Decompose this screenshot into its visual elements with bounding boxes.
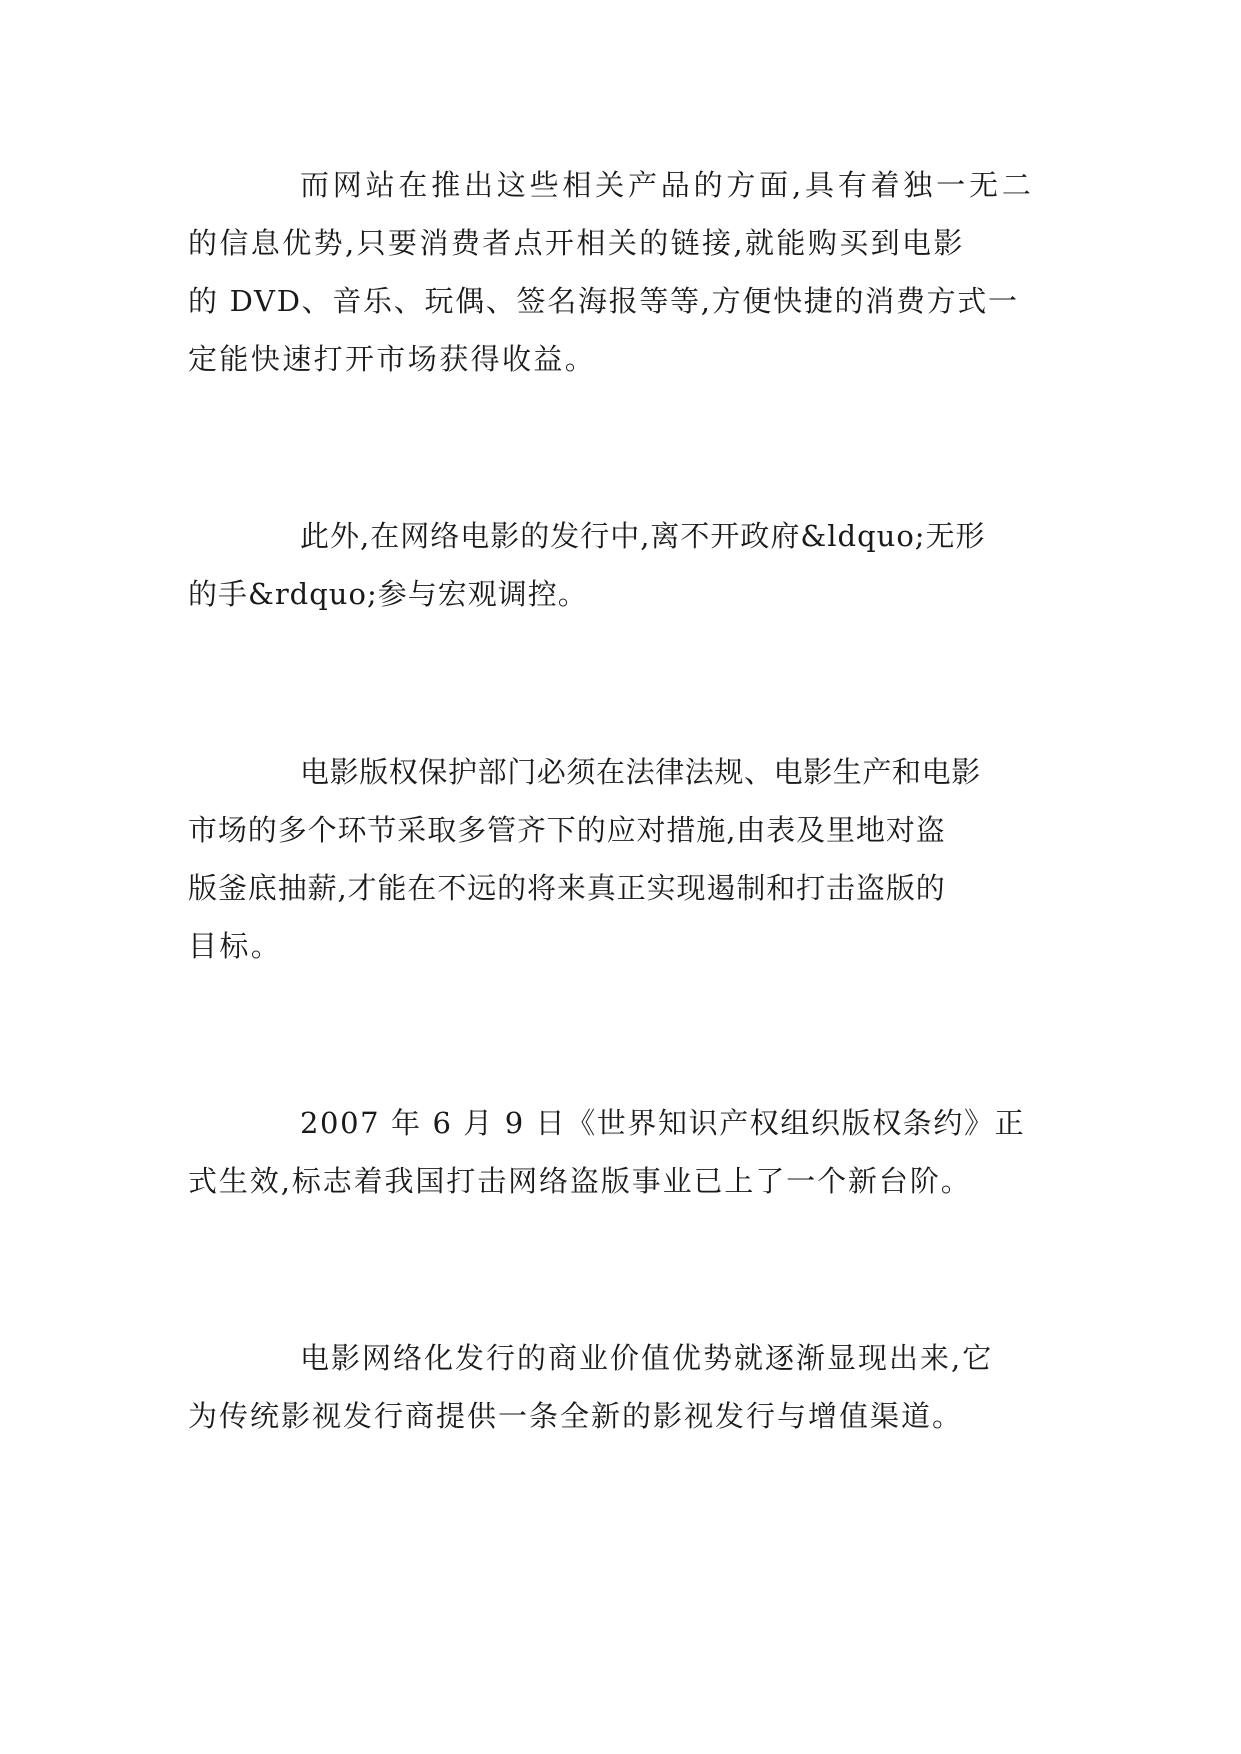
paragraph-line: 电影版权保护部门必须在法律法规、电影生产和电影 (300, 755, 981, 789)
paragraph-line: 电影网络化发行的商业价值优势就逐渐显现出来,它 (300, 1341, 994, 1375)
paragraph-line: 的手&rdquo;参与宏观调控。 (188, 577, 588, 611)
paragraph-line: 而网站在推出这些相关产品的方面,具有着独一无二 (300, 168, 1035, 202)
paragraph-line: 市场的多个环节采取多管齐下的应对措施,由表及里地对盗 (188, 813, 946, 847)
paragraph-line: 2007 年 6 月 9 日《世界知识产权组织版权条约》正 (300, 1106, 1026, 1140)
paragraph-line: 式生效,标志着我国打击网络盗版事业已上了一个新台阶。 (188, 1164, 972, 1198)
paragraph-line: 定能快速打开市场获得收益。 (188, 342, 597, 376)
paragraph-line: 版釜底抽薪,才能在不远的将来真正实现遏制和打击盗版的 (188, 871, 946, 905)
paragraph-line: 为传统影视发行商提供一条全新的影视发行与增值渠道。 (188, 1399, 964, 1433)
paragraph-line: 的 DVD、音乐、玩偶、签名海报等等,方便快捷的消费方式一 (188, 284, 1019, 318)
paragraph-line: 目标。 (188, 929, 283, 963)
paragraph-line: 的信息优势,只要消费者点开相关的链接,就能购买到电影 (188, 226, 965, 260)
paragraph-line: 此外,在网络电影的发行中,离不开政府&ldquo;无形 (300, 519, 986, 553)
